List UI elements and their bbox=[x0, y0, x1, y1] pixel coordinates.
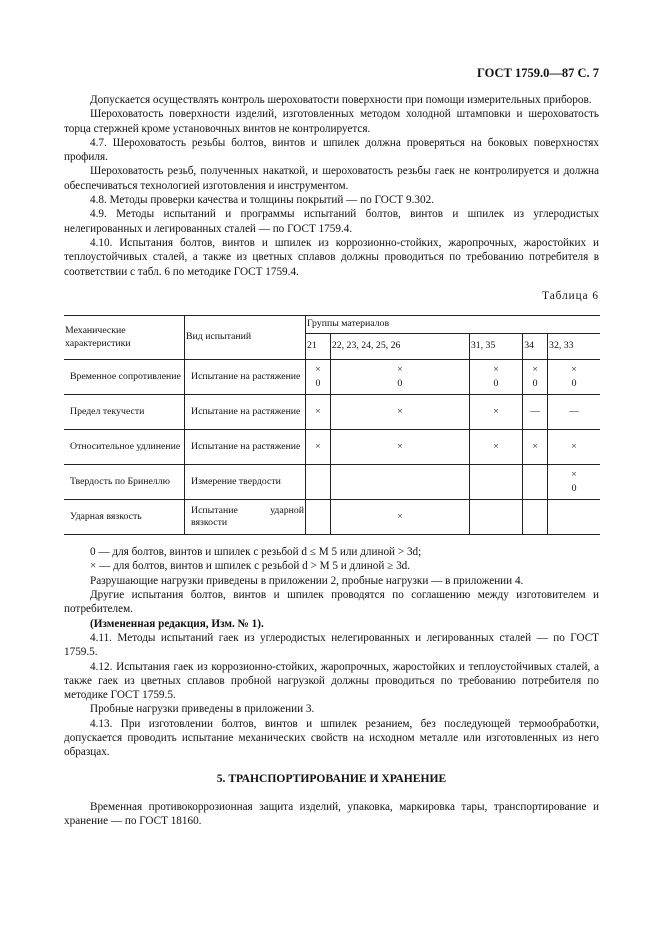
mech-cell: Ударная вязкость bbox=[64, 500, 185, 535]
col-header-groups: Группы материалов bbox=[306, 316, 601, 334]
group-header: 31, 35 bbox=[469, 334, 522, 360]
group-cell: × 0 bbox=[306, 360, 331, 395]
paragraph: 4.10. Испытания болтов, винтов и шпилек из коррозионно-стойких, жаропрочных, жаростойких и теплоустойчивых сталей, а также из цветных сплавов должны проводиться по требованию потребителя в соответствии с табл. 6 по методике ГОСТ 1759.4. bbox=[64, 236, 599, 278]
group-cell bbox=[469, 500, 522, 535]
group-header: 21 bbox=[306, 334, 331, 360]
col-header-mech: Механические характеристики bbox=[64, 316, 185, 360]
mech-cell: Временное сопротивление bbox=[64, 360, 185, 395]
group-cell bbox=[523, 465, 548, 500]
mech-cell: Относительное удлинение bbox=[64, 430, 185, 465]
group-cell: × bbox=[548, 430, 600, 465]
group-cell: × 0 bbox=[469, 360, 522, 395]
table-caption: Таблица 6 bbox=[542, 289, 599, 302]
note-line: 0 — для болтов, винтов и шпилек с резьбой d ≤ M 5 или длиной > 3d; bbox=[90, 546, 422, 559]
group-cell: × bbox=[523, 430, 548, 465]
paragraph: 4.7. Шероховатость резьбы болтов, винтов и шпилек должна проверяться на боковых поверхностях профиля. bbox=[64, 136, 599, 164]
group-cell bbox=[306, 500, 331, 535]
note-line: 4.11. Методы испытаний гаек из углеродистых нелегированных и легированных сталей — по ГОСТ 1759.5. bbox=[64, 631, 599, 659]
test-cell: Измерение твердости bbox=[185, 465, 306, 500]
note-line: Другие испытания болтов, винтов и шпилек проводятся по соглашению между изготовителем и потребителем. bbox=[64, 589, 599, 616]
test-cell: Испытание ударной вязкости bbox=[185, 500, 306, 535]
paragraph: Шероховатость резьб, полученных накаткой, и шероховатость резьбы гаек не контролируется и должна обеспечиваться технологией изготовления и инструментом. bbox=[64, 165, 599, 192]
mech-cell: Твердость по Бринеллю bbox=[64, 465, 185, 500]
group-cell bbox=[548, 500, 600, 535]
note-line: Пробные нагрузки приведены в приложении 3. bbox=[90, 703, 315, 716]
group-cell: × bbox=[306, 430, 331, 465]
page-header: ГОСТ 1759.0—87 С. 7 bbox=[476, 66, 599, 80]
group-header: 22, 23, 24, 25, 26 bbox=[330, 334, 469, 360]
group-cell: — bbox=[548, 395, 600, 430]
group-cell: × bbox=[469, 430, 522, 465]
test-cell: Испытание на растяжение bbox=[185, 360, 306, 395]
group-cell: × bbox=[306, 395, 331, 430]
section-title: 5. ТРАНСПОРТИРОВАНИЕ И ХРАНЕНИЕ bbox=[216, 771, 447, 785]
group-header: 32, 33 bbox=[548, 334, 600, 360]
table-row bbox=[64, 465, 600, 500]
col-header-test: Вид испытаний bbox=[185, 316, 306, 360]
group-cell: × bbox=[330, 500, 469, 535]
group-cell: × 0 bbox=[523, 360, 548, 395]
group-cell: — bbox=[523, 395, 548, 430]
paragraph: Шероховатость поверхности изделий, изготовленных методом холодной штамповки и шероховатость торца стержней кроме установочных винтов не контролируется. bbox=[64, 108, 599, 135]
materials-table bbox=[64, 315, 600, 535]
group-cell: × bbox=[330, 430, 469, 465]
note-line: Разрушающие нагрузки приведены в приложении 2, пробные нагрузки — в приложении 4. bbox=[90, 574, 524, 587]
group-cell: × 0 bbox=[330, 360, 469, 395]
table-row bbox=[64, 360, 600, 395]
note-line: × — для болтов, винтов и шпилек с резьбой d > M 5 и длиной ≥ 3d. bbox=[90, 560, 411, 573]
group-cell: × 0 bbox=[548, 465, 600, 500]
group-cell bbox=[306, 465, 331, 500]
paragraph: Допускается осуществлять контроль шероховатости поверхности при помощи измерительных приборов. bbox=[90, 94, 592, 106]
group-cell: × bbox=[330, 395, 469, 430]
paragraph: 4.9. Методы испытаний и программы испытаний болтов, винтов и шпилек из углеродистых нелегированных и легированных сталей — по ГОСТ 1759.4. bbox=[64, 208, 599, 235]
group-cell bbox=[523, 500, 548, 535]
section-text: Временная противокоррозионная защита изделий, упаковка, маркировка тары, транспортирование и хранение — по ГОСТ 18160. bbox=[64, 800, 599, 828]
note-line: 4.12. Испытания гаек из коррозионно-стойких, жаропрочных, жаростойких и теплоустойчивых сталей, а также гаек из цветных сплавов пробной нагрузкой должны проводиться по требованию потребителя по методике ГОСТ 1759.5. bbox=[64, 660, 599, 702]
amendment-note: (Измененная редакция, Изм. № 1). bbox=[90, 617, 264, 630]
group-cell bbox=[330, 465, 469, 500]
mech-cell: Предел текучести bbox=[64, 395, 185, 430]
note-line: 4.13. При изготовлении болтов, винтов и шпилек резанием, без последующей термообработки, допускается проводить испытание механических свойств на исходном металле или изготовленных из него образцах. bbox=[64, 717, 599, 759]
group-header: 34 bbox=[523, 334, 548, 360]
group-cell: × bbox=[469, 395, 522, 430]
group-cell bbox=[469, 465, 522, 500]
group-cell: × 0 bbox=[548, 360, 600, 395]
notes bbox=[64, 545, 599, 759]
test-cell: Испытание на растяжение bbox=[185, 430, 306, 465]
table-row bbox=[64, 430, 600, 465]
test-cell: Испытание на растяжение bbox=[185, 395, 306, 430]
table-row bbox=[64, 395, 600, 430]
table-row bbox=[64, 500, 600, 535]
paragraph: 4.8. Методы проверки качества и толщины покрытий — по ГОСТ 9.302. bbox=[90, 194, 435, 207]
document-body bbox=[64, 93, 599, 829]
